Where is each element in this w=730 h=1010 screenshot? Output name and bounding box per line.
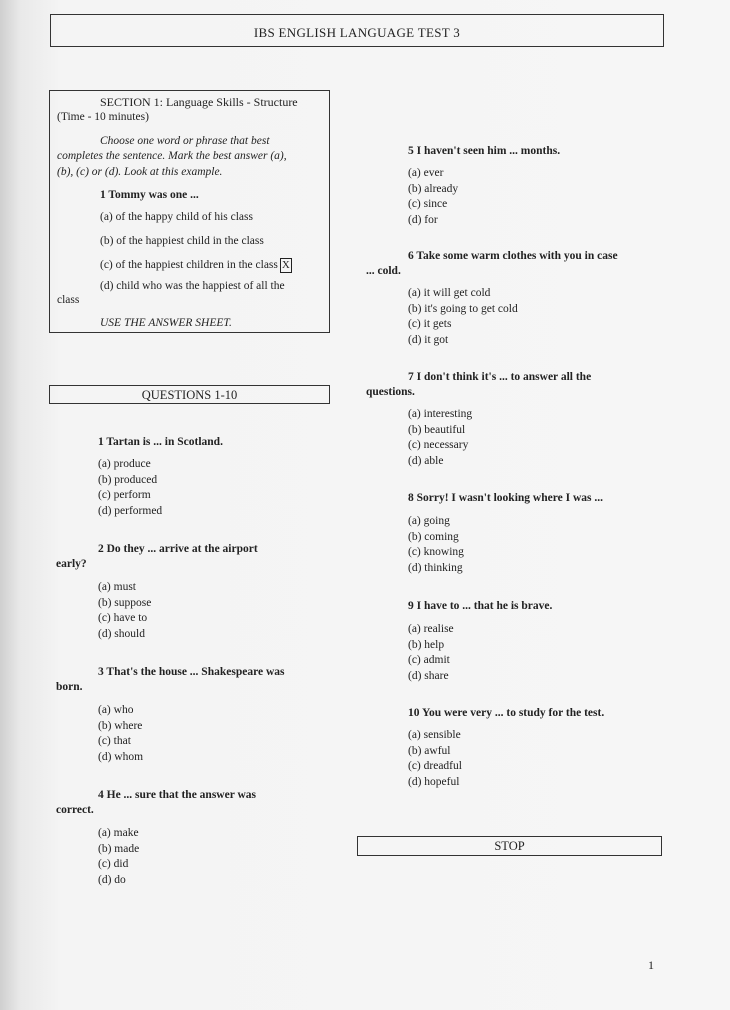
question-3-text-wrap: born. — [56, 681, 83, 693]
question-10-options — [408, 728, 462, 790]
question-6-text-wrap: ... cold. — [366, 265, 401, 277]
option-item: (b) already — [408, 182, 459, 195]
option-item: (a) going — [408, 515, 450, 527]
option-item: (d) for — [408, 213, 438, 226]
option-item: (d) able — [408, 454, 444, 467]
question-4-text: 4 He ... sure that the answer was — [98, 789, 257, 801]
option-item: (c) dreadful — [408, 760, 462, 772]
option-item: (c) necessary — [408, 439, 469, 451]
section-heading: SECTION 1: Language Skills - Structure — [100, 95, 298, 109]
option-item: (b) where — [98, 719, 143, 732]
instruction-line-2: completes the sentence. Mark the best answer (a), — [57, 150, 287, 162]
option-item: (c) it gets — [408, 318, 452, 330]
question-3-options — [98, 703, 143, 765]
option-item: (a) realise — [408, 623, 454, 635]
page-number: 1 — [648, 958, 654, 972]
question-1-options — [98, 457, 162, 519]
question-2-options — [98, 580, 151, 642]
example-option-c-text: (c) of the happiest children in the class — [100, 259, 278, 272]
example-option-d: (d) child who was the happiest of all the — [100, 280, 285, 292]
option-item: (b) beautiful — [408, 423, 466, 436]
test-title: IBS ENGLISH LANGUAGE TEST 3 — [253, 25, 461, 40]
example-option-a: (a) of the happy child of his class — [100, 211, 253, 223]
question-10-text: 10 You were very ... to study for the test. — [408, 707, 605, 719]
option-item: (d) it got — [408, 333, 449, 346]
section-time: (Time - 10 minutes) — [57, 111, 149, 123]
option-item: (b) made — [98, 842, 140, 855]
question-2-text-wrap: early? — [56, 558, 87, 570]
questions-header-box — [49, 385, 330, 404]
stop-label: STOP — [494, 839, 525, 853]
test-title-box — [50, 14, 664, 47]
option-item: (b) it's going to get cold — [408, 302, 518, 315]
option-item: (a) produce — [98, 458, 151, 470]
stop-box — [357, 836, 662, 856]
example-option-d-wrap: class — [57, 294, 80, 306]
questions-header: QUESTIONS 1-10 — [141, 388, 238, 402]
option-item: (b) awful — [408, 744, 451, 757]
option-item: (b) suppose — [98, 596, 152, 609]
option-item: (a) it will get cold — [408, 287, 491, 299]
question-5-options — [408, 166, 458, 228]
option-item: (b) coming — [408, 530, 459, 543]
option-item: (a) must — [98, 581, 137, 593]
question-4-text-wrap: correct. — [56, 804, 94, 816]
option-item: (c) perform — [98, 489, 151, 501]
question-9-options — [408, 622, 454, 684]
option-item: (d) hopeful — [408, 775, 460, 788]
use-answer-sheet-note: USE THE ANSWER SHEET. — [100, 317, 232, 329]
question-7-text-wrap: questions. — [366, 386, 415, 398]
option-item: (c) admit — [408, 654, 450, 666]
option-item: (d) should — [98, 627, 145, 640]
question-2-text: 2 Do they ... arrive at the airport — [98, 543, 258, 555]
question-7-options — [408, 407, 472, 469]
question-6-options — [408, 286, 518, 348]
option-item: (b) produced — [98, 473, 158, 486]
option-item: (c) knowing — [408, 546, 464, 558]
question-8-text: 8 Sorry! I wasn't looking where I was ... — [408, 492, 603, 504]
question-7-text: 7 I don't think it's ... to answer all the — [408, 371, 592, 383]
instruction-line-3: (b), (c) or (d). Look at this example. — [57, 166, 223, 178]
option-item: (a) interesting — [408, 408, 473, 420]
question-5-text: 5 I haven't seen him ... months. — [408, 145, 561, 157]
question-1-text: 1 Tartan is ... in Scotland. — [98, 436, 223, 448]
option-item: (a) sensible — [408, 729, 461, 741]
option-item: (d) share — [408, 669, 449, 682]
option-item: (d) whom — [98, 750, 144, 763]
example-answer-mark: X — [280, 258, 292, 273]
option-item: (a) make — [98, 827, 139, 839]
option-item: (d) do — [98, 873, 126, 886]
option-item: (c) have to — [98, 612, 148, 624]
option-item: (a) ever — [408, 167, 444, 179]
option-item: (a) who — [98, 704, 134, 716]
question-8-options — [408, 514, 464, 576]
instruction-line-1: Choose one word or phrase that best — [100, 135, 270, 147]
option-item: (c) since — [408, 198, 448, 210]
option-item: (d) thinking — [408, 561, 463, 574]
question-6-text: 6 Take some warm clothes with you in case — [408, 250, 618, 262]
option-item: (c) did — [98, 858, 129, 870]
option-item: (b) help — [408, 638, 445, 651]
question-9-text: 9 I have to ... that he is brave. — [408, 600, 553, 612]
option-item: (d) performed — [98, 504, 163, 517]
question-3-text: 3 That's the house ... Shakespeare was — [98, 666, 285, 678]
option-item: (c) that — [98, 735, 131, 747]
example-option-c — [100, 258, 292, 273]
example-question: 1 Tommy was one ... — [100, 189, 199, 201]
question-4-options — [98, 826, 139, 888]
example-option-b: (b) of the happiest child in the class — [100, 235, 264, 247]
